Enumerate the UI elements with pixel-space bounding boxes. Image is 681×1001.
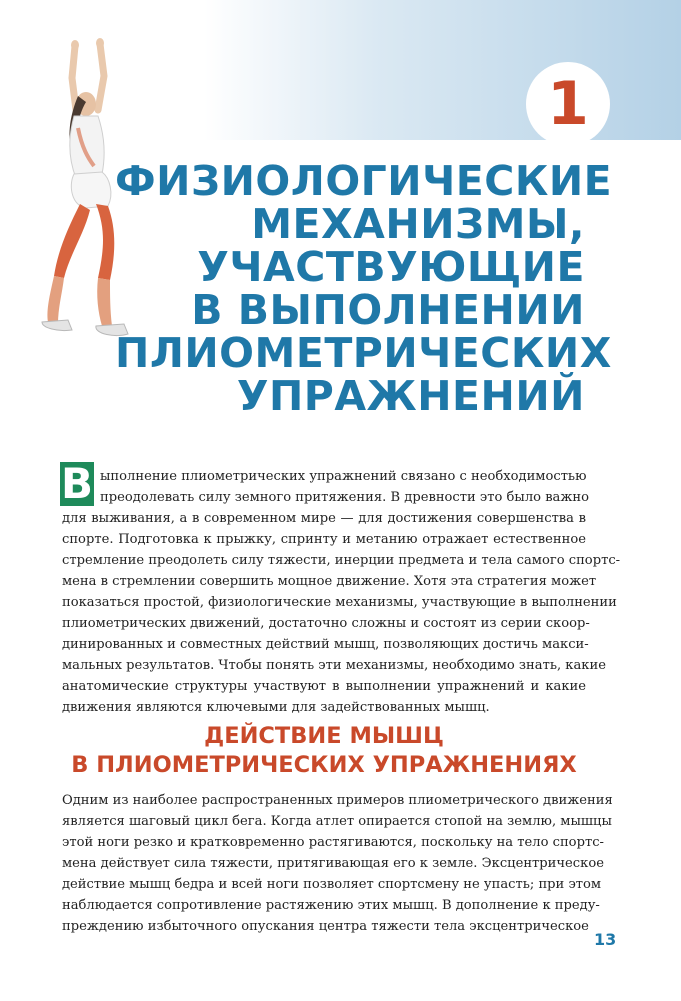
section-line: мена действует сила тяжести, притягивающая его к земле. Эксцентрическое bbox=[62, 856, 604, 871]
drop-cap: В bbox=[60, 459, 93, 508]
intro-line: преодолевать силу земного притяжения. В древности это было важно bbox=[100, 490, 590, 505]
intro-line: мальных результатов. Чтобы понять эти механизмы, необходимо знать, какие bbox=[62, 658, 606, 673]
intro-line: стремление преодолеть силу тяжести, инерции предмета и тела самого спортс- bbox=[62, 553, 621, 568]
section-line: действие мышц бедра и всей ноги позволяет спортсмену не упасть; при этом bbox=[62, 877, 602, 892]
page-number: 13 bbox=[594, 930, 617, 949]
intro-line: динированных и совместных действий мышц, позволяющих достичь макси- bbox=[62, 637, 589, 652]
chapter-title-line: В ВЫПОЛНЕНИИ bbox=[191, 286, 585, 334]
section-line: этой ноги резко и кратковременно растягиваются, поскольку на тело спортс- bbox=[62, 835, 604, 850]
intro-line: движения являются ключевыми для задействованных мышц. bbox=[62, 700, 490, 715]
section-heading-line: ДЕЙСТВИЕ МЫШЦ bbox=[204, 723, 444, 749]
chapter-number: 1 bbox=[547, 69, 589, 139]
intro-line: показаться простой, физиологические механизмы, участвующие в выполнении bbox=[62, 595, 617, 610]
chapter-title-line: ПЛИОМЕТРИЧЕСКИХ bbox=[115, 329, 612, 377]
section-heading-line: В ПЛИОМЕТРИЧЕСКИХ УПРАЖНЕНИЯХ bbox=[71, 752, 577, 778]
section-heading bbox=[62, 722, 586, 780]
intro-line: плиометрических движений, достаточно сложны и состоят из серии скоор- bbox=[62, 616, 590, 631]
section-line: преждению избыточного опускания центра тяжести тела эксцентрическое bbox=[62, 919, 589, 934]
intro-line: мена в стремлении совершить мощное движение. Хотя эта стратегия может bbox=[62, 574, 597, 589]
intro-line: для выживания, а в современном мире — для достижения совершенства в bbox=[62, 511, 586, 526]
section-line: наблюдается сопротивление растяжению этих мышц. В дополнение к преду- bbox=[62, 898, 600, 913]
section-line: Одним из наиболее распространенных примеров плиометрического движения bbox=[62, 793, 613, 808]
chapter-title-line: УПРАЖНЕНИЙ bbox=[236, 372, 585, 420]
chapter-title bbox=[115, 157, 613, 420]
intro-line: анатомические структуры участвуют в выполнении упражнений и какие bbox=[62, 679, 586, 694]
chapter-title-line: УЧАСТВУЮЩИЕ bbox=[197, 243, 585, 291]
intro-line: ыполнение плиометрических упражнений связано с необходимостью bbox=[100, 469, 587, 484]
chapter-title-line: ФИЗИОЛОГИЧЕСКИЕ bbox=[115, 157, 613, 205]
chapter-title-line: МЕХАНИЗМЫ, bbox=[251, 200, 585, 248]
intro-line: спорте. Подготовка к прыжку, спринту и метанию отражает естественное bbox=[62, 532, 586, 547]
section-line: является шаговый цикл бега. Когда атлет опирается стопой на землю, мышцы bbox=[62, 814, 612, 829]
chapter-number-badge bbox=[526, 62, 610, 146]
